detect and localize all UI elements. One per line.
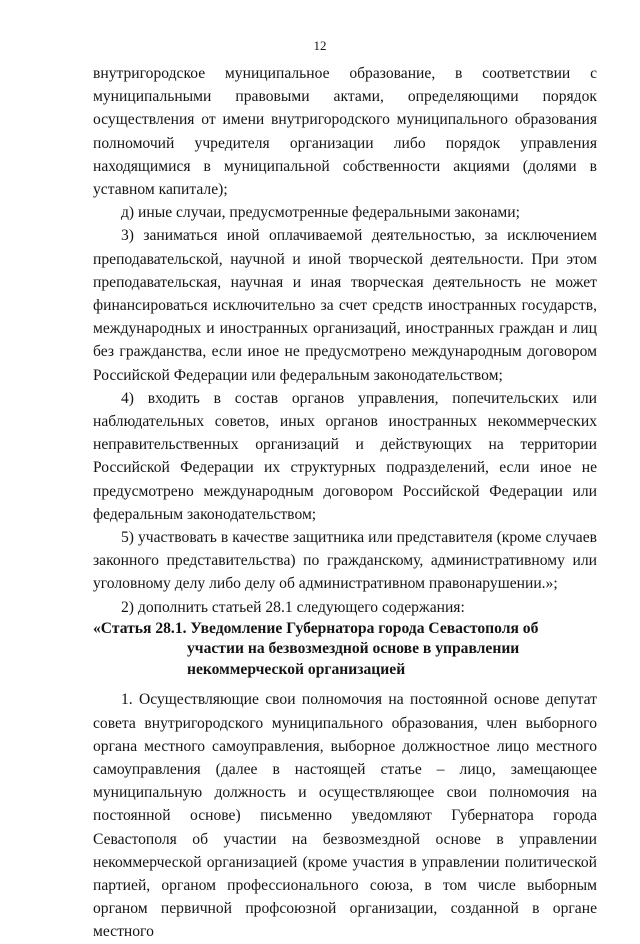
paragraph-item-3: 3) заниматься иной оплачиваемой деятельностью, за исключением преподавательской, научной и иной творческой деятельности. При этом преподавательская, научная и иная творческая деятельность не может финансироваться исключительно за счет средств иностранных государств, международных и иностранных организаций, иностранных граждан и лиц без гражданства, если иное не предусмотрено международным договором Российской Федерации или федеральным законодательством; — [93, 227, 597, 384]
article-heading: «Статья 28.1. Уведомление Губернатора города Севастополя об участии на безвозмездной основе в управлении некоммерческой организацией — [93, 619, 539, 678]
paragraph-item-4: 4) входить в состав органов управления, попечительских или наблюдательных советов, иных органов иностранных некоммерческих неправительственных организаций и действующих на территории Российской Федерации их структурных подразделений, если иное не предусмотрено международным договором Российской Федерации или федеральным законодательством; — [93, 389, 597, 523]
paragraph-item-d: д) иные случаи, предусмотренные федеральными законами; — [121, 204, 520, 222]
page-number: 12 — [313, 38, 327, 53]
paragraph-item-5: 5) участвовать в качестве защитника или представителя (кроме случаев законного представительства) по гражданскому, административному или уголовному делу либо делу об административном правонарушении.»; — [93, 529, 597, 593]
spacer — [93, 680, 597, 688]
paragraph-amendment-2: 2) дополнить статьей 28.1 следующего содержания: — [121, 598, 465, 616]
paragraph-continuation: внутригородское муниципальное образование, в соответствии с муниципальными правовыми актами, определяющими порядок осуществления от имени внутригородского муниципального образования полномочий учредителя организации либо порядок управления находящимися в муниципальной собственности акциями (долями в уставном капитале); — [93, 65, 597, 199]
document-body — [93, 62, 597, 944]
article-clause-1: 1. Осуществляющие свои полномочия на постоянной основе депутат совета внутригородского муниципального образования, член выборного органа местного самоуправления, выборное должностное лицо местного самоуправления (далее в настоящей статье – лицо, замещающее муниципальную должность и осуществляющее свои полномочия на постоянной основе) письменно уведомляют Губернатора города Севастополя об участии на безвозмездной основе в управлении некоммерческой организацией (кроме участия в управлении политической партией, органом профессионального союза, в том числе выборным органом первичной профсоюзной организации, созданной в органе местного — [93, 691, 597, 941]
